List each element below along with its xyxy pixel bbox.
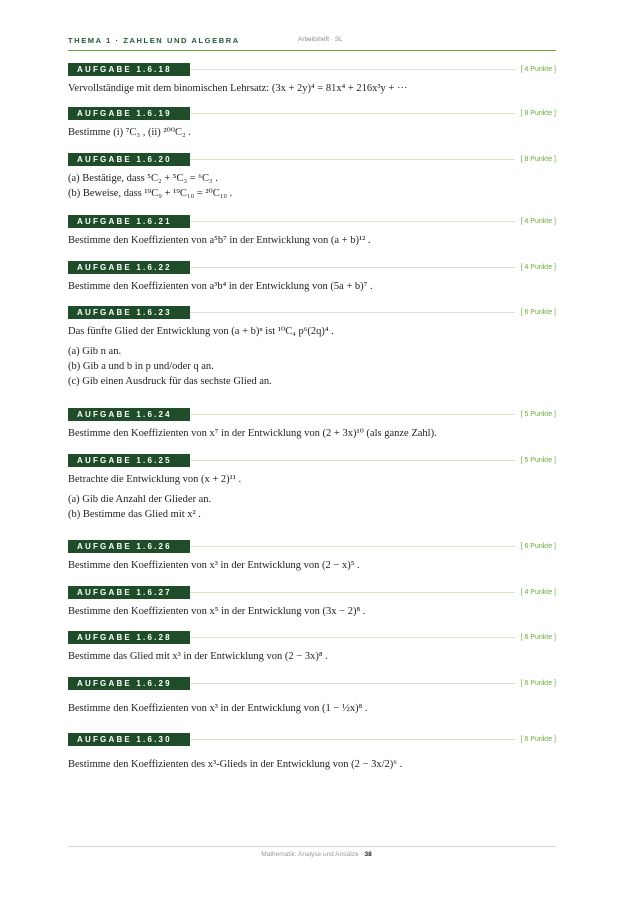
task-text: Bestimme den Koeffizienten von a⁵b⁷ in der Entwicklung von (a + b)¹² . [68,235,371,246]
page-footer [0,851,633,858]
task-points: [ 5 Punkte ] [515,454,556,467]
task-text: Das fünfte Glied der Entwicklung von (a + b)ⁿ ist ¹⁰C₄ p⁶(2q)⁴ . [68,326,334,337]
task-1-6-26 [68,540,556,573]
task-points: [ 6 Punkte ] [515,733,556,746]
task-1-6-21 [68,215,556,248]
task-label: AUFGABE 1.6.28 [68,631,190,644]
task-points: [ 5 Punkte ] [515,408,556,421]
task-text: Bestimme den Koeffizienten von x³ in der Entwicklung von (2 − x)⁵ . [68,560,360,571]
subtask-b: (b) Gib a und b in p und/oder q an. [68,361,214,372]
task-label: AUFGABE 1.6.30 [68,733,190,746]
task-label: AUFGABE 1.6.29 [68,677,190,690]
task-text: Bestimme den Koeffizienten von x³ in der Entwicklung von (1 − ½x)⁸ . [68,703,368,714]
footer-divider [68,846,556,847]
task-label: AUFGABE 1.6.27 [68,586,190,599]
task-1-6-20 [68,153,556,201]
task-label: AUFGABE 1.6.26 [68,540,190,553]
task-points: [ 6 Punkte ] [515,540,556,553]
task-text: Betrachte die Entwicklung von (x + 2)¹¹ . [68,474,242,485]
task-label: AUFGABE 1.6.18 [68,63,190,76]
task-points: [ 4 Punkte ] [515,63,556,76]
task-label: AUFGABE 1.6.22 [68,261,190,274]
task-text-b: (b) Beweise, dass ¹⁹C₉ + ¹⁹C₁₀ = ²⁰C₁₀ . [68,188,233,199]
task-points: [ 8 Punkte ] [515,107,556,120]
task-label: AUFGABE 1.6.23 [68,306,190,319]
task-text: Bestimme den Koeffizienten von a³b⁴ in der Entwicklung von (5a + b)⁷ . [68,281,373,292]
task-1-6-27 [68,586,556,619]
task-points: [ 4 Punkte ] [515,586,556,599]
task-text-a: (a) Bestätige, dass ⁵C₂ + ⁵C₃ = ⁶C₃ . [68,173,218,184]
task-text: Bestimme den Koeffizienten von x⁷ in der Entwicklung von (2 + 3x)¹⁰ (als ganze Zahl). [68,428,437,439]
topic-title: THEMA 1 · ZAHLEN UND ALGEBRA [68,36,240,45]
task-points: [ 6 Punkte ] [515,631,556,644]
task-1-6-19 [68,107,556,140]
footer-text: Mathematik: Analyse und Ansätze · [261,851,363,858]
task-label: AUFGABE 1.6.21 [68,215,190,228]
task-1-6-22 [68,261,556,294]
task-1-6-23 [68,306,556,389]
task-1-6-24 [68,408,556,441]
task-points: [ 8 Punkte ] [515,153,556,166]
task-1-6-29 [68,677,556,716]
task-points: [ 4 Punkte ] [515,261,556,274]
subtask-a: (a) Gib n an. [68,346,122,357]
task-1-6-18 [68,63,556,96]
task-label: AUFGABE 1.6.20 [68,153,190,166]
header-divider [68,50,556,51]
subtask-a: (a) Gib die Anzahl der Glieder an. [68,494,212,505]
subtask-b: (b) Bestimme das Glied mit x² . [68,509,201,520]
task-text: Bestimme das Glied mit x³ in der Entwicklung von (2 − 3x)⁸ . [68,651,328,662]
subtask-c: (c) Gib einen Ausdruck für das sechste Glied an. [68,376,272,387]
task-1-6-28 [68,631,556,664]
task-points: [ 6 Punkte ] [515,677,556,690]
task-1-6-30 [68,733,556,772]
task-text: Bestimme (i) ⁷C₃ , (ii) ²⁰⁰C₂ . [68,127,191,138]
page-number: 38 [364,851,372,858]
task-points: [ 6 Punkte ] [515,306,556,319]
task-text: Bestimme den Koeffizienten des x³-Glieds in der Entwicklung von (2 − 3x/2)⁶ . [68,759,403,770]
task-points: [ 4 Punkte ] [515,215,556,228]
sheet-title: Arbeitsheft · SL [298,36,343,43]
task-1-6-25 [68,454,556,522]
task-label: AUFGABE 1.6.19 [68,107,190,120]
task-text: Bestimme den Koeffizienten von x⁵ in der Entwicklung von (3x − 2)⁸ . [68,606,366,617]
task-label: AUFGABE 1.6.25 [68,454,190,467]
task-label: AUFGABE 1.6.24 [68,408,190,421]
task-text: Vervollständige mit dem binomischen Lehrsatz: (3x + 2y)⁴ = 81x⁴ + 216x³y + ··· [68,83,408,94]
